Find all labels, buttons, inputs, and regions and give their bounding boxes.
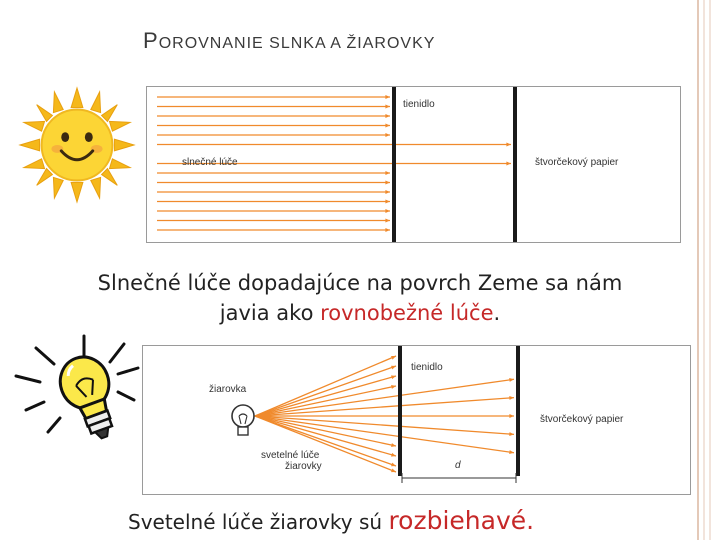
title-first-letter: P: [143, 28, 159, 53]
diverging-ray-arrowhead: [391, 453, 396, 457]
bulb-source-icon: [232, 405, 254, 435]
parallel-ray-arrowhead: [506, 162, 511, 166]
parallel-ray-arrowhead: [385, 114, 390, 118]
diverging-ray: [255, 398, 514, 416]
rays-label-line1: svetelné lúče: [261, 450, 320, 461]
diverging-ray-arrowhead: [509, 414, 514, 418]
parallel-ray-arrowhead: [385, 219, 390, 223]
shade-barrier: [392, 87, 396, 242]
parallel-ray-arrowhead: [385, 200, 390, 204]
rays-label-line2: žiarovky: [285, 461, 322, 472]
paper-label-2: štvorčekový papier: [540, 414, 624, 425]
paper-screen-2: [516, 346, 520, 476]
parallel-ray-arrowhead: [385, 209, 390, 213]
parallel-ray-arrowhead: [385, 124, 390, 128]
bulb-label: žiarovka: [209, 384, 247, 395]
shade-label-2: tienidlo: [411, 362, 443, 373]
diverging-ray: [255, 376, 396, 416]
caption-diverging-highlight: rozbiehavé.: [388, 506, 535, 535]
parallel-ray-arrowhead: [385, 133, 390, 137]
diverging-ray-arrowhead: [391, 375, 396, 379]
diverging-rays-svg: [143, 346, 690, 494]
shade-label: tienidlo: [403, 99, 435, 110]
diverging-ray-arrowhead: [391, 463, 396, 467]
caption-parallel-line2: [50, 298, 670, 328]
diverging-ray: [255, 379, 514, 416]
parallel-rays-svg: [147, 87, 680, 242]
caption-parallel-highlight: rovnobežné lúče: [320, 301, 494, 325]
diverging-ray-arrowhead: [509, 432, 514, 436]
caption-parallel-line1: Slnečné lúče dopadajúce na povrch Zeme sa nám: [97, 271, 623, 295]
parallel-ray-arrowhead: [385, 190, 390, 194]
parallel-ray-arrowhead: [385, 95, 390, 99]
parallel-ray-arrowhead: [385, 105, 390, 109]
diverging-ray-arrowhead: [509, 396, 514, 400]
paper-label: štvorčekový papier: [535, 157, 619, 168]
parallel-ray-arrowhead: [385, 171, 390, 175]
parallel-rays-diagram: [146, 86, 681, 243]
caption-parallel-line2-end: .: [493, 301, 501, 325]
shade-barrier-2: [398, 346, 402, 476]
diverging-ray-arrowhead: [391, 366, 396, 370]
distance-marker: [402, 473, 516, 483]
rays-label: slnečné lúče: [182, 157, 238, 168]
slide-title: [143, 28, 435, 54]
caption-diverging: [128, 506, 534, 535]
distance-label: d: [455, 460, 461, 471]
lightbulb-icon: [14, 330, 144, 450]
paper-screen: [513, 87, 517, 242]
diverging-rays-diagram: [142, 345, 691, 495]
title-rest: OROVNANIE SLNKA A ŽIAROVKY: [158, 35, 436, 52]
diverging-ray-arrowhead: [391, 468, 396, 472]
slide-border-decoration: [690, 0, 720, 540]
parallel-ray-arrowhead: [385, 181, 390, 185]
parallel-ray-arrowhead: [385, 228, 390, 232]
caption-parallel: [50, 268, 670, 328]
diverging-ray: [255, 416, 514, 453]
caption-parallel-line2-start: javia ako: [219, 301, 321, 325]
sun-icon: [18, 86, 136, 204]
caption-diverging-start: Svetelné lúče žiarovky sú: [128, 510, 389, 534]
parallel-ray-arrowhead: [506, 143, 511, 147]
